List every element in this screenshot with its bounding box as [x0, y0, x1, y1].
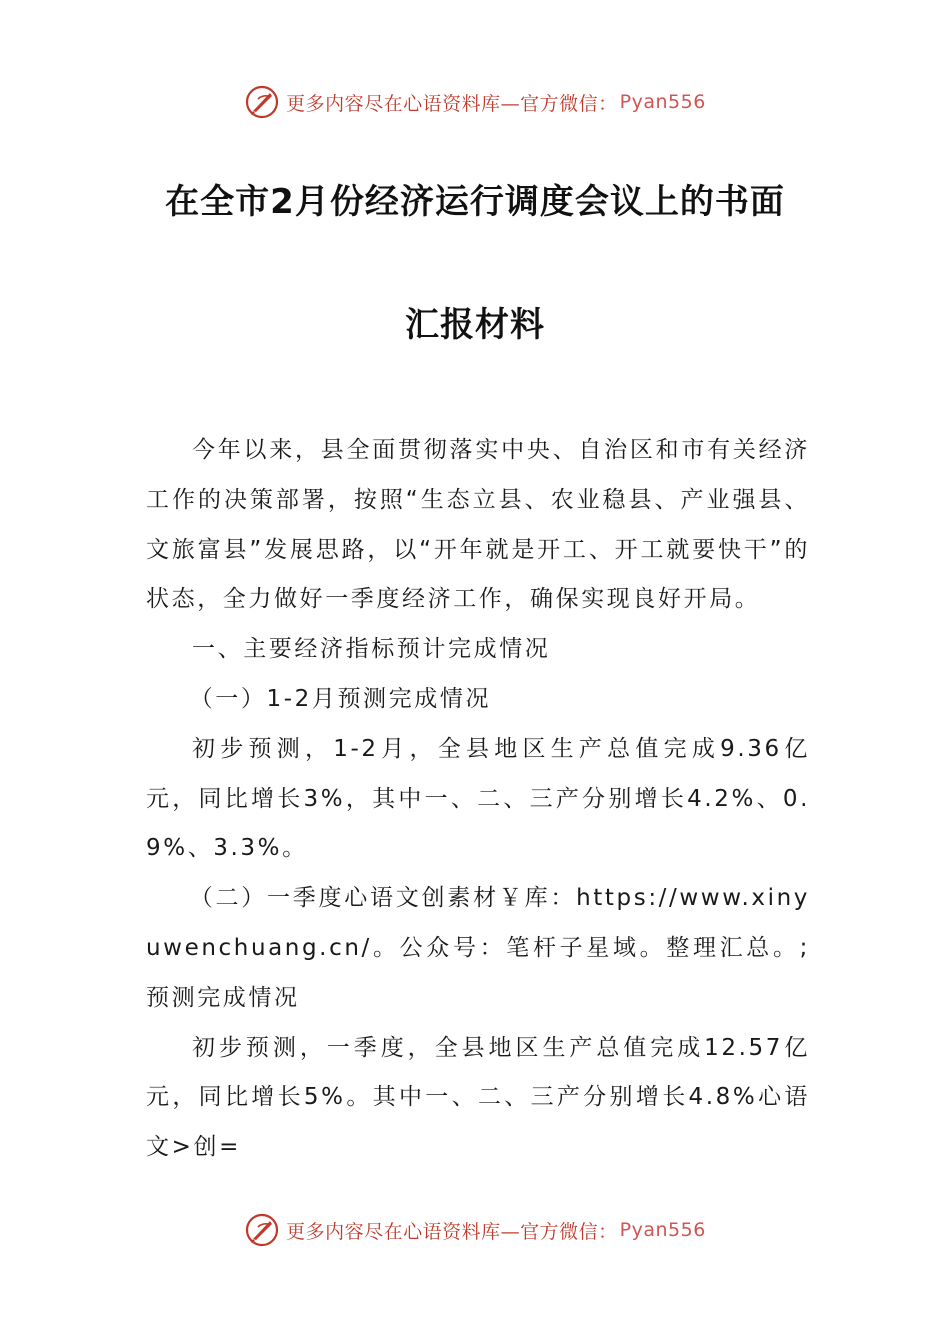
subsection-heading-1: （一）1-2月预测完成情况: [189, 685, 492, 712]
watermark-wechat-id: Pyan556: [619, 91, 706, 113]
subsection-heading-2: （二）一季度心语文创素材￥库：https://www.xinyuwenchuang.cn/。公众号：笔杆子星域。整理汇总。;预测完成情况: [146, 885, 810, 1011]
section-heading-1: 一、主要经济指标预计完成情况: [192, 636, 551, 663]
document-title-line-1: 在全市2月份经济运行调度会议上的书面: [165, 182, 785, 222]
watermark-text: 更多内容尽在心语资料库—官方微信：: [286, 92, 618, 115]
watermark-wechat-id: Pyan556: [619, 1219, 706, 1241]
header-watermark: [0, 82, 950, 122]
paragraph-intro: 今年以来，县全面贯彻落实中央、自治区和市有关经济工作的决策部署，按照“生态立县、农业稳县、产业强县、文旅富县”发展思路，以“开年就是开工、开工就要快干”的状态，全力做好一季度经济工作，确保实现良好开局。: [146, 437, 810, 613]
paragraph-forecast-q1: 初步预测，一季度，全县地区生产总值完成12.57亿元，同比增长5%。其中一、二、三产分别增长4.8%心语文>创=: [146, 1034, 810, 1161]
watermark-text: 更多内容尽在心语资料库—官方微信：: [286, 1220, 618, 1243]
document-body: [146, 426, 810, 1173]
paragraph-forecast-jan-feb: 初步预测，1-2月，全县地区生产总值完成9.36亿元，同比增长3%，其中一、二、三产分别增长4.2%、0.9%、3.3%。: [146, 735, 810, 862]
document-title-line-2: 汇报材料: [405, 305, 545, 345]
quill-logo-icon: [244, 84, 280, 120]
quill-logo-icon: [244, 1212, 280, 1248]
footer-watermark: [0, 1210, 950, 1250]
